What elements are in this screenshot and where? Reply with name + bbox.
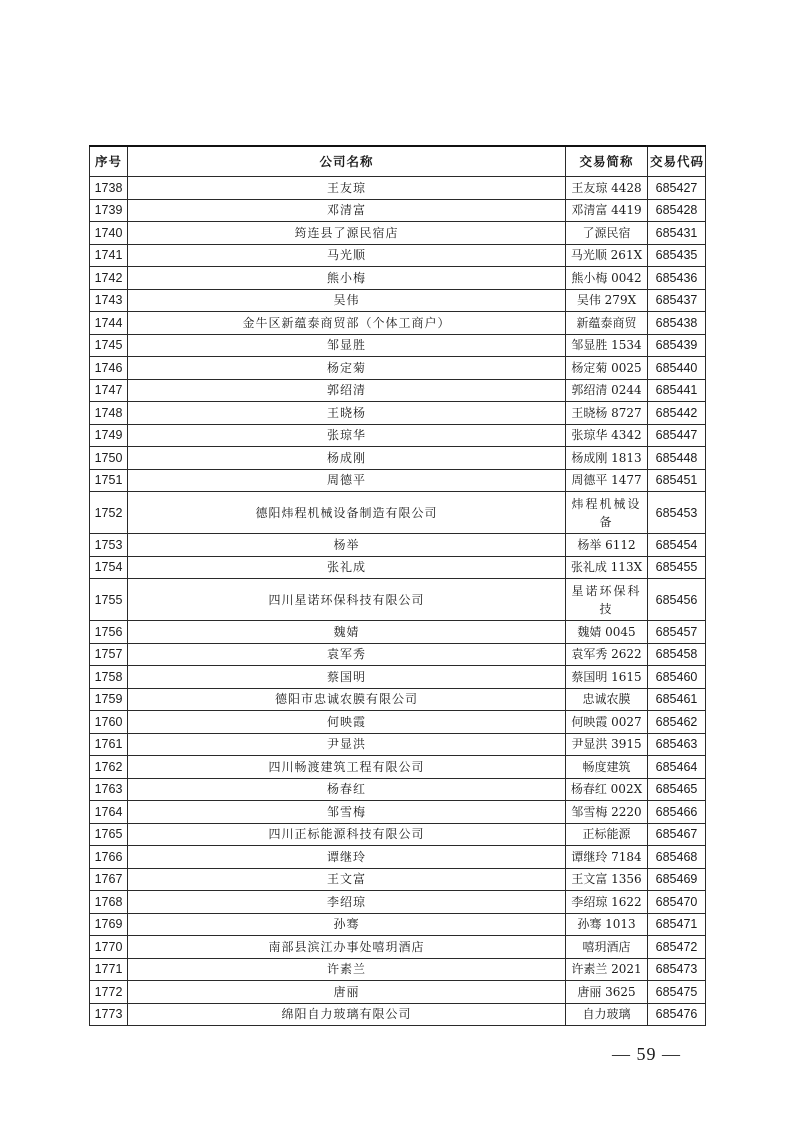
cell-trade-short-name: 新蕴泰商贸 bbox=[566, 312, 648, 335]
cell-trade-code: 685470 bbox=[648, 891, 706, 914]
table-row bbox=[90, 846, 706, 869]
cell-seq: 1762 bbox=[90, 756, 128, 779]
cell-company-name: 杨春红 bbox=[128, 778, 566, 801]
cell-seq: 1757 bbox=[90, 643, 128, 666]
cell-trade-code: 685458 bbox=[648, 643, 706, 666]
table-row bbox=[90, 868, 706, 891]
cell-trade-short-name: 王晓杨 8727 bbox=[566, 402, 648, 425]
table-row bbox=[90, 357, 706, 380]
cell-trade-short-name: 杨定菊 0025 bbox=[566, 357, 648, 380]
cell-seq: 1771 bbox=[90, 958, 128, 981]
table-row bbox=[90, 492, 706, 534]
cell-company-name: 金牛区新蕴泰商贸部（个体工商户） bbox=[128, 312, 566, 335]
cell-company-name: 邓清富 bbox=[128, 199, 566, 222]
cell-trade-code: 685463 bbox=[648, 733, 706, 756]
cell-company-name: 李绍琼 bbox=[128, 891, 566, 914]
cell-seq: 1742 bbox=[90, 267, 128, 290]
cell-trade-short-name: 正标能源 bbox=[566, 823, 648, 846]
cell-company-name: 谭继玲 bbox=[128, 846, 566, 869]
cell-trade-short-name: 张礼成 113X bbox=[566, 556, 648, 579]
cell-trade-short-name: 袁军秀 2622 bbox=[566, 643, 648, 666]
cell-seq: 1744 bbox=[90, 312, 128, 335]
cell-seq: 1755 bbox=[90, 579, 128, 621]
cell-trade-code: 685437 bbox=[648, 289, 706, 312]
cell-trade-short-name: 李绍琼 1622 bbox=[566, 891, 648, 914]
cell-company-name: 吴伟 bbox=[128, 289, 566, 312]
cell-seq: 1758 bbox=[90, 666, 128, 689]
cell-trade-short-name: 魏婧 0045 bbox=[566, 621, 648, 644]
cell-company-name: 魏婧 bbox=[128, 621, 566, 644]
cell-company-name: 周德平 bbox=[128, 469, 566, 492]
cell-trade-short-name: 蔡国明 1615 bbox=[566, 666, 648, 689]
cell-seq: 1760 bbox=[90, 711, 128, 734]
cell-trade-short-name: 熊小梅 0042 bbox=[566, 267, 648, 290]
cell-trade-code: 685453 bbox=[648, 492, 706, 534]
table-row bbox=[90, 402, 706, 425]
cell-seq: 1773 bbox=[90, 1003, 128, 1026]
table-row bbox=[90, 424, 706, 447]
header-seq: 序号 bbox=[90, 146, 128, 177]
cell-trade-short-name: 自力玻璃 bbox=[566, 1003, 648, 1026]
cell-company-name: 何映霞 bbox=[128, 711, 566, 734]
table-row bbox=[90, 244, 706, 267]
table-row bbox=[90, 447, 706, 470]
cell-seq: 1770 bbox=[90, 936, 128, 959]
cell-seq: 1763 bbox=[90, 778, 128, 801]
cell-company-name: 杨成刚 bbox=[128, 447, 566, 470]
cell-company-name: 筠连县了源民宿店 bbox=[128, 222, 566, 245]
table-row bbox=[90, 801, 706, 824]
cell-company-name: 四川畅渡建筑工程有限公司 bbox=[128, 756, 566, 779]
cell-trade-code: 685476 bbox=[648, 1003, 706, 1026]
table-row bbox=[90, 312, 706, 335]
cell-trade-code: 685438 bbox=[648, 312, 706, 335]
cell-trade-code: 685467 bbox=[648, 823, 706, 846]
table-row bbox=[90, 733, 706, 756]
cell-company-name: 邹雪梅 bbox=[128, 801, 566, 824]
cell-trade-short-name: 何映霞 0027 bbox=[566, 711, 648, 734]
cell-trade-code: 685451 bbox=[648, 469, 706, 492]
cell-company-name: 四川正标能源科技有限公司 bbox=[128, 823, 566, 846]
cell-trade-code: 685472 bbox=[648, 936, 706, 959]
cell-trade-code: 685435 bbox=[648, 244, 706, 267]
header-company-name: 公司名称 bbox=[128, 146, 566, 177]
cell-trade-code: 685427 bbox=[648, 177, 706, 200]
cell-seq: 1754 bbox=[90, 556, 128, 579]
cell-trade-short-name: 邹雪梅 2220 bbox=[566, 801, 648, 824]
cell-company-name: 邹显胜 bbox=[128, 334, 566, 357]
cell-trade-short-name: 谭继玲 7184 bbox=[566, 846, 648, 869]
cell-trade-code: 685428 bbox=[648, 199, 706, 222]
table-header-row bbox=[90, 146, 706, 177]
cell-trade-short-name: 邓清富 4419 bbox=[566, 199, 648, 222]
cell-seq: 1745 bbox=[90, 334, 128, 357]
table-row bbox=[90, 823, 706, 846]
table-row bbox=[90, 621, 706, 644]
table-row bbox=[90, 913, 706, 936]
cell-company-name: 唐丽 bbox=[128, 981, 566, 1004]
table-row bbox=[90, 778, 706, 801]
cell-trade-code: 685447 bbox=[648, 424, 706, 447]
table-row bbox=[90, 981, 706, 1004]
table-row bbox=[90, 756, 706, 779]
cell-company-name: 绵阳自力玻璃有限公司 bbox=[128, 1003, 566, 1026]
cell-seq: 1743 bbox=[90, 289, 128, 312]
cell-trade-code: 685468 bbox=[648, 846, 706, 869]
cell-trade-code: 685441 bbox=[648, 379, 706, 402]
table-row bbox=[90, 666, 706, 689]
cell-seq: 1756 bbox=[90, 621, 128, 644]
cell-company-name: 许素兰 bbox=[128, 958, 566, 981]
cell-seq: 1766 bbox=[90, 846, 128, 869]
table-row bbox=[90, 199, 706, 222]
cell-seq: 1769 bbox=[90, 913, 128, 936]
cell-company-name: 杨举 bbox=[128, 534, 566, 557]
table-row bbox=[90, 711, 706, 734]
cell-seq: 1767 bbox=[90, 868, 128, 891]
header-trade-code: 交易代码 bbox=[648, 146, 706, 177]
table-row bbox=[90, 1003, 706, 1026]
table-row bbox=[90, 469, 706, 492]
table-row bbox=[90, 936, 706, 959]
cell-trade-short-name: 杨成刚 1813 bbox=[566, 447, 648, 470]
cell-seq: 1749 bbox=[90, 424, 128, 447]
cell-company-name: 四川星诺环保科技有限公司 bbox=[128, 579, 566, 621]
table-row bbox=[90, 222, 706, 245]
cell-trade-short-name: 杨举 6112 bbox=[566, 534, 648, 557]
cell-seq: 1768 bbox=[90, 891, 128, 914]
cell-seq: 1748 bbox=[90, 402, 128, 425]
cell-company-name: 杨定菊 bbox=[128, 357, 566, 380]
table-row bbox=[90, 534, 706, 557]
cell-trade-code: 685442 bbox=[648, 402, 706, 425]
cell-company-name: 尹显洪 bbox=[128, 733, 566, 756]
cell-company-name: 孙骞 bbox=[128, 913, 566, 936]
cell-seq: 1746 bbox=[90, 357, 128, 380]
table-row bbox=[90, 177, 706, 200]
cell-company-name: 熊小梅 bbox=[128, 267, 566, 290]
cell-seq: 1747 bbox=[90, 379, 128, 402]
cell-seq: 1740 bbox=[90, 222, 128, 245]
cell-company-name: 南部县滨江办事处嘻玥酒店 bbox=[128, 936, 566, 959]
table-row bbox=[90, 958, 706, 981]
cell-trade-code: 685465 bbox=[648, 778, 706, 801]
cell-trade-code: 685475 bbox=[648, 981, 706, 1004]
table-row bbox=[90, 579, 706, 621]
cell-company-name: 蔡国明 bbox=[128, 666, 566, 689]
cell-trade-short-name: 王友琼 4428 bbox=[566, 177, 648, 200]
cell-trade-short-name: 嘻玥酒店 bbox=[566, 936, 648, 959]
table-row bbox=[90, 334, 706, 357]
cell-trade-code: 685448 bbox=[648, 447, 706, 470]
cell-seq: 1751 bbox=[90, 469, 128, 492]
cell-trade-code: 685439 bbox=[648, 334, 706, 357]
cell-trade-short-name: 了源民宿 bbox=[566, 222, 648, 245]
cell-trade-short-name: 畅度建筑 bbox=[566, 756, 648, 779]
page-number: — 59 — bbox=[612, 1044, 681, 1064]
cell-trade-short-name: 王文富 1356 bbox=[566, 868, 648, 891]
cell-trade-short-name: 马光顺 261X bbox=[566, 244, 648, 267]
cell-trade-code: 685454 bbox=[648, 534, 706, 557]
cell-seq: 1764 bbox=[90, 801, 128, 824]
table-row bbox=[90, 891, 706, 914]
cell-trade-code: 685473 bbox=[648, 958, 706, 981]
cell-trade-short-name: 吴伟 279X bbox=[566, 289, 648, 312]
cell-company-name: 张礼成 bbox=[128, 556, 566, 579]
cell-company-name: 王文富 bbox=[128, 868, 566, 891]
cell-company-name: 袁军秀 bbox=[128, 643, 566, 666]
cell-seq: 1772 bbox=[90, 981, 128, 1004]
table-row bbox=[90, 556, 706, 579]
table-row bbox=[90, 289, 706, 312]
table-body bbox=[90, 177, 706, 1026]
cell-trade-short-name: 郭绍清 0244 bbox=[566, 379, 648, 402]
cell-trade-short-name: 邹显胜 1534 bbox=[566, 334, 648, 357]
cell-trade-short-name: 唐丽 3625 bbox=[566, 981, 648, 1004]
registry-table-container bbox=[89, 145, 704, 1026]
cell-trade-short-name: 炜程机械设备 bbox=[566, 492, 648, 534]
cell-seq: 1759 bbox=[90, 688, 128, 711]
cell-company-name: 马光顺 bbox=[128, 244, 566, 267]
cell-trade-short-name: 周德平 1477 bbox=[566, 469, 648, 492]
cell-company-name: 德阳炜程机械设备制造有限公司 bbox=[128, 492, 566, 534]
cell-seq: 1753 bbox=[90, 534, 128, 557]
cell-trade-code: 685462 bbox=[648, 711, 706, 734]
cell-trade-code: 685460 bbox=[648, 666, 706, 689]
table-row bbox=[90, 643, 706, 666]
cell-trade-short-name: 孙骞 1013 bbox=[566, 913, 648, 936]
cell-trade-code: 685436 bbox=[648, 267, 706, 290]
cell-seq: 1761 bbox=[90, 733, 128, 756]
cell-company-name: 王友琼 bbox=[128, 177, 566, 200]
cell-trade-code: 685466 bbox=[648, 801, 706, 824]
cell-trade-code: 685464 bbox=[648, 756, 706, 779]
cell-trade-short-name: 杨春红 002X bbox=[566, 778, 648, 801]
cell-seq: 1750 bbox=[90, 447, 128, 470]
cell-trade-short-name: 忠诚农膜 bbox=[566, 688, 648, 711]
cell-trade-short-name: 星诺环保科技 bbox=[566, 579, 648, 621]
cell-seq: 1741 bbox=[90, 244, 128, 267]
table-row bbox=[90, 379, 706, 402]
cell-company-name: 王晓杨 bbox=[128, 402, 566, 425]
cell-trade-code: 685457 bbox=[648, 621, 706, 644]
cell-trade-code: 685461 bbox=[648, 688, 706, 711]
cell-seq: 1738 bbox=[90, 177, 128, 200]
table-row bbox=[90, 267, 706, 290]
cell-seq: 1752 bbox=[90, 492, 128, 534]
cell-company-name: 德阳市忠诚农膜有限公司 bbox=[128, 688, 566, 711]
cell-trade-code: 685431 bbox=[648, 222, 706, 245]
cell-trade-code: 685471 bbox=[648, 913, 706, 936]
cell-seq: 1739 bbox=[90, 199, 128, 222]
header-trade-short-name: 交易简称 bbox=[566, 146, 648, 177]
cell-trade-code: 685455 bbox=[648, 556, 706, 579]
cell-trade-short-name: 张琼华 4342 bbox=[566, 424, 648, 447]
cell-trade-short-name: 许素兰 2021 bbox=[566, 958, 648, 981]
cell-trade-code: 685440 bbox=[648, 357, 706, 380]
cell-trade-code: 685456 bbox=[648, 579, 706, 621]
cell-company-name: 张琼华 bbox=[128, 424, 566, 447]
table-row bbox=[90, 688, 706, 711]
cell-trade-code: 685469 bbox=[648, 868, 706, 891]
cell-company-name: 郭绍清 bbox=[128, 379, 566, 402]
cell-trade-short-name: 尹显洪 3915 bbox=[566, 733, 648, 756]
cell-seq: 1765 bbox=[90, 823, 128, 846]
registry-table bbox=[89, 145, 706, 1026]
